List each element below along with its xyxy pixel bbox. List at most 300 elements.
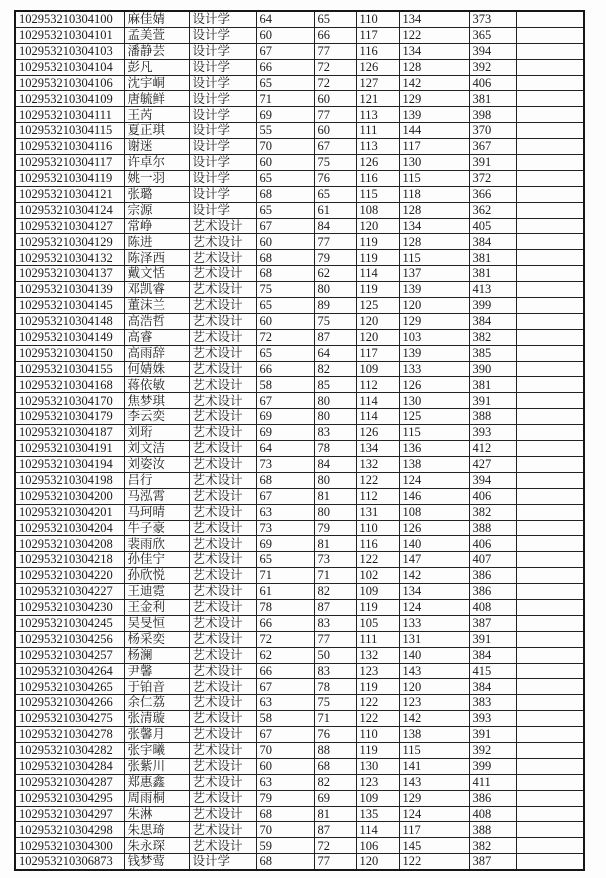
cell-score2: 81 — [314, 488, 356, 504]
cell-blank — [516, 155, 584, 171]
cell-score3: 130 — [356, 758, 399, 774]
cell-name: 姚一羽 — [124, 170, 189, 186]
cell-score3: 119 — [356, 679, 399, 695]
cell-total: 405 — [469, 218, 516, 234]
table-row — [15, 647, 584, 663]
cell-score4: 124 — [399, 806, 469, 822]
table-row — [15, 409, 584, 425]
cell-blank — [516, 631, 584, 647]
cell-score4: 147 — [399, 552, 469, 568]
cell-score2: 75 — [314, 695, 356, 711]
cell-name: 朱思琦 — [124, 822, 189, 838]
cell-name: 麻佳婧 — [124, 11, 189, 27]
cell-id: 102953210304119 — [15, 170, 124, 186]
cell-total: 390 — [469, 361, 516, 377]
table-row — [15, 456, 584, 472]
cell-score1: 72 — [256, 329, 314, 345]
cell-total: 412 — [469, 441, 516, 457]
cell-major: 艺术设计 — [189, 774, 256, 790]
cell-blank — [516, 361, 584, 377]
cell-blank — [516, 568, 584, 584]
cell-score2: 61 — [314, 202, 356, 218]
cell-blank — [516, 107, 584, 123]
table-row — [15, 663, 584, 679]
table-row — [15, 774, 584, 790]
cell-major: 艺术设计 — [189, 472, 256, 488]
cell-id: 102953210304295 — [15, 790, 124, 806]
cell-score2: 78 — [314, 441, 356, 457]
cell-score2: 80 — [314, 504, 356, 520]
cell-score3: 126 — [356, 59, 399, 75]
cell-name: 唐毓鲜 — [124, 91, 189, 107]
cell-blank — [516, 282, 584, 298]
cell-id: 102953210304227 — [15, 584, 124, 600]
cell-score3: 122 — [356, 552, 399, 568]
cell-score1: 68 — [256, 186, 314, 202]
cell-id: 102953210304137 — [15, 266, 124, 282]
cell-score3: 113 — [356, 107, 399, 123]
cell-score4: 140 — [399, 536, 469, 552]
cell-id: 102953210304121 — [15, 186, 124, 202]
table-row — [15, 377, 584, 393]
cell-name: 于铂音 — [124, 679, 189, 695]
cell-blank — [516, 298, 584, 314]
score-table-body — [15, 11, 584, 870]
cell-total: 394 — [469, 43, 516, 59]
cell-total: 384 — [469, 679, 516, 695]
cell-total: 382 — [469, 838, 516, 854]
cell-score3: 119 — [356, 282, 399, 298]
cell-major: 设计学 — [189, 43, 256, 59]
cell-total: 411 — [469, 774, 516, 790]
cell-score1: 68 — [256, 806, 314, 822]
cell-major: 设计学 — [189, 91, 256, 107]
cell-score4: 142 — [399, 711, 469, 727]
cell-name: 孟美萱 — [124, 27, 189, 43]
cell-name: 王迪霓 — [124, 584, 189, 600]
cell-score4: 136 — [399, 441, 469, 457]
cell-id: 102953210304150 — [15, 345, 124, 361]
table-row — [15, 727, 584, 743]
cell-score3: 115 — [356, 186, 399, 202]
cell-major: 设计学 — [189, 59, 256, 75]
table-row — [15, 393, 584, 409]
cell-blank — [516, 27, 584, 43]
cell-score2: 87 — [314, 822, 356, 838]
cell-blank — [516, 425, 584, 441]
cell-total: 393 — [469, 425, 516, 441]
cell-score1: 67 — [256, 43, 314, 59]
cell-score3: 106 — [356, 838, 399, 854]
cell-blank — [516, 838, 584, 854]
cell-score2: 83 — [314, 663, 356, 679]
cell-score3: 121 — [356, 91, 399, 107]
cell-id: 102953210304201 — [15, 504, 124, 520]
cell-score4: 117 — [399, 139, 469, 155]
cell-score4: 140 — [399, 647, 469, 663]
cell-id: 102953210304220 — [15, 568, 124, 584]
cell-name: 张馨月 — [124, 727, 189, 743]
cell-score4: 120 — [399, 298, 469, 314]
cell-score1: 66 — [256, 59, 314, 75]
table-row — [15, 43, 584, 59]
cell-major: 艺术设计 — [189, 345, 256, 361]
cell-score3: 120 — [356, 313, 399, 329]
cell-total: 392 — [469, 59, 516, 75]
cell-blank — [516, 647, 584, 663]
cell-score1: 59 — [256, 838, 314, 854]
cell-score1: 60 — [256, 313, 314, 329]
cell-major: 艺术设计 — [189, 647, 256, 663]
cell-score2: 69 — [314, 790, 356, 806]
cell-score2: 72 — [314, 59, 356, 75]
cell-score3: 114 — [356, 822, 399, 838]
cell-blank — [516, 711, 584, 727]
cell-id: 102953210304104 — [15, 59, 124, 75]
cell-score1: 75 — [256, 282, 314, 298]
cell-score3: 117 — [356, 27, 399, 43]
table-row — [15, 599, 584, 615]
cell-score1: 73 — [256, 456, 314, 472]
cell-score2: 82 — [314, 584, 356, 600]
cell-name: 王芮 — [124, 107, 189, 123]
cell-score4: 124 — [399, 599, 469, 615]
cell-score2: 87 — [314, 599, 356, 615]
cell-id: 102953210304127 — [15, 218, 124, 234]
table-row — [15, 313, 584, 329]
cell-id: 102953210304179 — [15, 409, 124, 425]
cell-name: 吴旻恒 — [124, 615, 189, 631]
cell-score3: 114 — [356, 393, 399, 409]
cell-id: 102953210304132 — [15, 250, 124, 266]
cell-id: 102953210304115 — [15, 123, 124, 139]
cell-id: 102953210304264 — [15, 663, 124, 679]
table-row — [15, 441, 584, 457]
cell-score2: 66 — [314, 27, 356, 43]
cell-name: 高睿 — [124, 329, 189, 345]
table-row — [15, 504, 584, 520]
cell-score1: 70 — [256, 139, 314, 155]
table-row — [15, 202, 584, 218]
cell-blank — [516, 695, 584, 711]
cell-blank — [516, 854, 584, 870]
cell-id: 102953210304200 — [15, 488, 124, 504]
cell-score3: 116 — [356, 170, 399, 186]
cell-blank — [516, 170, 584, 186]
cell-score4: 139 — [399, 282, 469, 298]
cell-score1: 78 — [256, 599, 314, 615]
cell-score1: 66 — [256, 361, 314, 377]
cell-score4: 128 — [399, 59, 469, 75]
cell-score1: 66 — [256, 663, 314, 679]
cell-score1: 79 — [256, 790, 314, 806]
cell-score1: 64 — [256, 11, 314, 27]
cell-major: 设计学 — [189, 27, 256, 43]
cell-score3: 131 — [356, 504, 399, 520]
cell-score4: 115 — [399, 742, 469, 758]
cell-score1: 65 — [256, 298, 314, 314]
cell-total: 386 — [469, 790, 516, 806]
table-row — [15, 59, 584, 75]
cell-name: 刘文洁 — [124, 441, 189, 457]
cell-name: 余仁荔 — [124, 695, 189, 711]
cell-score4: 126 — [399, 377, 469, 393]
cell-blank — [516, 520, 584, 536]
cell-score3: 126 — [356, 155, 399, 171]
cell-total: 391 — [469, 155, 516, 171]
table-row — [15, 631, 584, 647]
cell-id: 102953210304111 — [15, 107, 124, 123]
cell-score2: 83 — [314, 425, 356, 441]
cell-id: 102953210304265 — [15, 679, 124, 695]
cell-blank — [516, 774, 584, 790]
cell-total: 381 — [469, 91, 516, 107]
cell-id: 102953210304129 — [15, 234, 124, 250]
cell-total: 367 — [469, 139, 516, 155]
table-row — [15, 679, 584, 695]
cell-score2: 71 — [314, 711, 356, 727]
cell-major: 艺术设计 — [189, 520, 256, 536]
cell-score2: 75 — [314, 313, 356, 329]
cell-blank — [516, 377, 584, 393]
cell-blank — [516, 123, 584, 139]
cell-score4: 145 — [399, 838, 469, 854]
cell-score4: 117 — [399, 822, 469, 838]
cell-score3: 110 — [356, 727, 399, 743]
cell-id: 102953210304204 — [15, 520, 124, 536]
cell-score1: 60 — [256, 155, 314, 171]
cell-score4: 115 — [399, 250, 469, 266]
cell-score3: 119 — [356, 599, 399, 615]
table-row — [15, 123, 584, 139]
cell-name: 潘静芸 — [124, 43, 189, 59]
cell-score2: 81 — [314, 536, 356, 552]
cell-blank — [516, 615, 584, 631]
cell-total: 362 — [469, 202, 516, 218]
cell-score4: 123 — [399, 695, 469, 711]
cell-score4: 103 — [399, 329, 469, 345]
table-row — [15, 75, 584, 91]
cell-major: 艺术设计 — [189, 790, 256, 806]
cell-score2: 85 — [314, 377, 356, 393]
table-row — [15, 552, 584, 568]
cell-name: 许卓尔 — [124, 155, 189, 171]
table-row — [15, 838, 584, 854]
cell-name: 李云奕 — [124, 409, 189, 425]
cell-score3: 108 — [356, 202, 399, 218]
cell-score3: 112 — [356, 377, 399, 393]
cell-major: 艺术设计 — [189, 504, 256, 520]
cell-score4: 139 — [399, 345, 469, 361]
cell-score1: 67 — [256, 393, 314, 409]
table-row — [15, 234, 584, 250]
cell-score1: 62 — [256, 647, 314, 663]
cell-id: 102953210304109 — [15, 91, 124, 107]
cell-id: 102953210304124 — [15, 202, 124, 218]
cell-score1: 69 — [256, 409, 314, 425]
table-row — [15, 329, 584, 345]
cell-total: 365 — [469, 27, 516, 43]
cell-name: 彭凡 — [124, 59, 189, 75]
table-row — [15, 345, 584, 361]
cell-total: 406 — [469, 488, 516, 504]
cell-score2: 50 — [314, 647, 356, 663]
cell-major: 设计学 — [189, 854, 256, 870]
cell-blank — [516, 822, 584, 838]
cell-name: 高浩哲 — [124, 313, 189, 329]
cell-score1: 61 — [256, 584, 314, 600]
cell-score4: 122 — [399, 854, 469, 870]
cell-id: 102953210304148 — [15, 313, 124, 329]
cell-name: 董沫兰 — [124, 298, 189, 314]
table-row — [15, 282, 584, 298]
cell-name: 杨澜 — [124, 647, 189, 663]
cell-blank — [516, 552, 584, 568]
table-row — [15, 107, 584, 123]
cell-score4: 142 — [399, 568, 469, 584]
cell-score3: 114 — [356, 409, 399, 425]
cell-total: 406 — [469, 536, 516, 552]
cell-total: 373 — [469, 11, 516, 27]
cell-name: 戴文恬 — [124, 266, 189, 282]
cell-score3: 109 — [356, 584, 399, 600]
cell-score2: 62 — [314, 266, 356, 282]
cell-major: 艺术设计 — [189, 361, 256, 377]
cell-total: 406 — [469, 75, 516, 91]
cell-score3: 113 — [356, 139, 399, 155]
cell-score3: 127 — [356, 75, 399, 91]
cell-major: 艺术设计 — [189, 250, 256, 266]
cell-major: 艺术设计 — [189, 425, 256, 441]
cell-score4: 129 — [399, 313, 469, 329]
cell-major: 艺术设计 — [189, 695, 256, 711]
cell-major: 设计学 — [189, 11, 256, 27]
cell-blank — [516, 91, 584, 107]
cell-name: 马泓霄 — [124, 488, 189, 504]
table-row — [15, 854, 584, 870]
cell-id: 102953210304297 — [15, 806, 124, 822]
cell-id: 102953210304191 — [15, 441, 124, 457]
cell-score3: 135 — [356, 806, 399, 822]
cell-name: 周雨桐 — [124, 790, 189, 806]
table-row — [15, 425, 584, 441]
cell-name: 高雨辞 — [124, 345, 189, 361]
cell-blank — [516, 663, 584, 679]
cell-major: 艺术设计 — [189, 441, 256, 457]
cell-score1: 58 — [256, 711, 314, 727]
cell-total: 382 — [469, 329, 516, 345]
cell-major: 设计学 — [189, 139, 256, 155]
cell-blank — [516, 313, 584, 329]
cell-score4: 134 — [399, 218, 469, 234]
cell-major: 艺术设计 — [189, 568, 256, 584]
cell-major: 设计学 — [189, 186, 256, 202]
cell-id: 102953210304245 — [15, 615, 124, 631]
cell-score2: 77 — [314, 234, 356, 250]
cell-score2: 76 — [314, 727, 356, 743]
table-row — [15, 27, 584, 43]
cell-name: 裴雨欣 — [124, 536, 189, 552]
cell-name: 王金利 — [124, 599, 189, 615]
cell-score2: 60 — [314, 123, 356, 139]
cell-major: 艺术设计 — [189, 742, 256, 758]
table-row — [15, 155, 584, 171]
cell-id: 102953210304139 — [15, 282, 124, 298]
cell-score2: 77 — [314, 43, 356, 59]
cell-blank — [516, 11, 584, 27]
cell-score1: 66 — [256, 615, 314, 631]
cell-name: 蒋依敏 — [124, 377, 189, 393]
cell-name: 刘姿汝 — [124, 456, 189, 472]
cell-score1: 65 — [256, 75, 314, 91]
cell-score3: 116 — [356, 536, 399, 552]
cell-blank — [516, 599, 584, 615]
cell-score1: 55 — [256, 123, 314, 139]
cell-blank — [516, 266, 584, 282]
cell-major: 艺术设计 — [189, 377, 256, 393]
cell-major: 艺术设计 — [189, 631, 256, 647]
cell-major: 设计学 — [189, 75, 256, 91]
table-row — [15, 250, 584, 266]
cell-score3: 102 — [356, 568, 399, 584]
cell-score4: 138 — [399, 456, 469, 472]
cell-id: 102953210304298 — [15, 822, 124, 838]
cell-id: 102953210304282 — [15, 742, 124, 758]
cell-total: 413 — [469, 282, 516, 298]
cell-score3: 112 — [356, 488, 399, 504]
cell-name: 沈宇峒 — [124, 75, 189, 91]
cell-score4: 146 — [399, 488, 469, 504]
table-row — [15, 615, 584, 631]
cell-score2: 76 — [314, 170, 356, 186]
cell-id: 102953210304284 — [15, 758, 124, 774]
cell-id: 102953210304116 — [15, 139, 124, 155]
cell-id: 102953210304101 — [15, 27, 124, 43]
cell-total: 391 — [469, 727, 516, 743]
cell-total: 407 — [469, 552, 516, 568]
cell-id: 102953210304170 — [15, 393, 124, 409]
cell-score1: 71 — [256, 91, 314, 107]
cell-name: 牛子豪 — [124, 520, 189, 536]
cell-score4: 137 — [399, 266, 469, 282]
cell-name: 孙欣悦 — [124, 568, 189, 584]
cell-major: 艺术设计 — [189, 234, 256, 250]
cell-total: 382 — [469, 504, 516, 520]
cell-score2: 82 — [314, 361, 356, 377]
cell-id: 102953210304230 — [15, 599, 124, 615]
cell-score1: 73 — [256, 520, 314, 536]
cell-total: 398 — [469, 107, 516, 123]
cell-name: 宗源 — [124, 202, 189, 218]
cell-score2: 82 — [314, 774, 356, 790]
cell-score2: 79 — [314, 250, 356, 266]
cell-major: 艺术设计 — [189, 282, 256, 298]
cell-major: 艺术设计 — [189, 711, 256, 727]
cell-score4: 115 — [399, 170, 469, 186]
cell-name: 尹馨 — [124, 663, 189, 679]
cell-score4: 131 — [399, 631, 469, 647]
table-row — [15, 568, 584, 584]
cell-id: 102953210304275 — [15, 711, 124, 727]
cell-score3: 123 — [356, 774, 399, 790]
cell-blank — [516, 234, 584, 250]
cell-total: 381 — [469, 377, 516, 393]
cell-major: 设计学 — [189, 123, 256, 139]
cell-score2: 80 — [314, 282, 356, 298]
table-row — [15, 472, 584, 488]
table-row — [15, 584, 584, 600]
cell-major: 艺术设计 — [189, 313, 256, 329]
